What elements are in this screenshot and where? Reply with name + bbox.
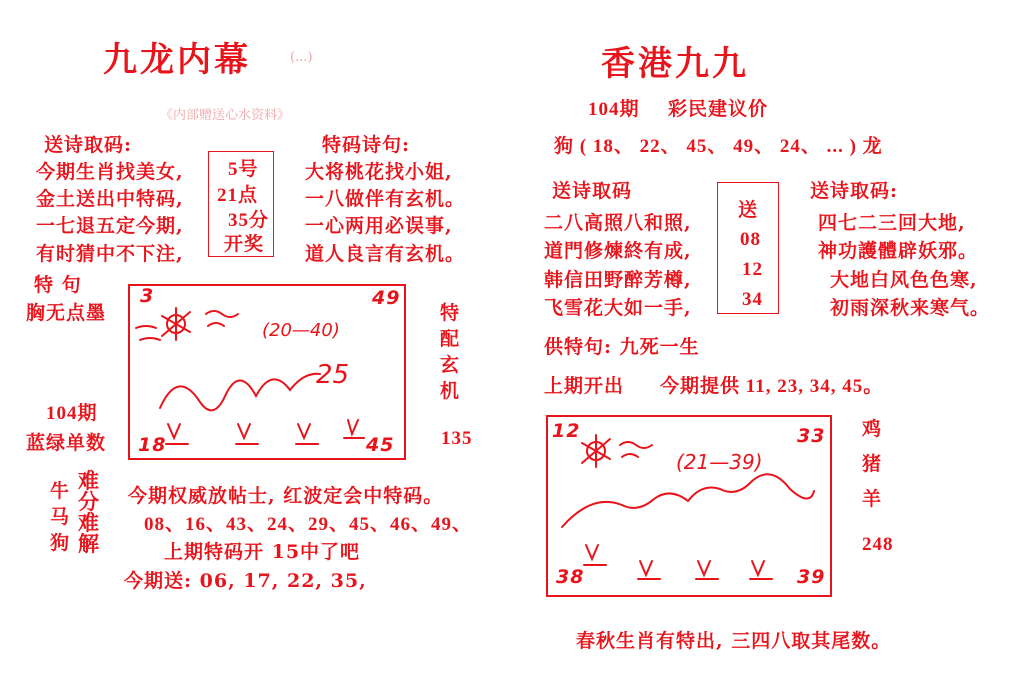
right-right-number: 248 bbox=[862, 534, 894, 555]
right-box-line: 送 bbox=[738, 199, 759, 221]
left-box-line: 5号 bbox=[228, 159, 259, 180]
vertical-char: 配 bbox=[440, 328, 461, 350]
right-this-issue: 今期提供 11, 23, 34, 45。 bbox=[660, 376, 884, 397]
left-poem-label-right: 特码诗句: bbox=[322, 134, 411, 156]
left-poem-line: 有时猜中不下注, bbox=[36, 243, 184, 265]
left-poem-label-left: 送诗取码: bbox=[44, 134, 133, 156]
vertical-char: 玄 bbox=[440, 354, 461, 376]
vertical-char: 羊 bbox=[862, 488, 883, 510]
right-poem-line: 四七二三回大地, bbox=[818, 212, 966, 234]
left-sketch-range: (20—40) bbox=[262, 320, 340, 341]
right-sketch-top-left: 12 bbox=[552, 420, 581, 442]
left-poem-line: 金土送出中特码, bbox=[36, 188, 184, 210]
left-vertical-right bbox=[440, 300, 460, 404]
left-poem-line: 今期生肖找美女, bbox=[36, 161, 184, 183]
left-special-label: 特 句 bbox=[34, 274, 82, 296]
right-poem-line: 大地白风色色寒, bbox=[830, 269, 978, 291]
left-special-text: 胸无点墨 bbox=[26, 302, 107, 324]
left-line-1: 今期权威放帖士, 红波定会中特码。 bbox=[128, 485, 444, 507]
left-box-line: 开奖 bbox=[224, 233, 265, 255]
right-last-issue: 上期开出 bbox=[544, 375, 625, 397]
left-sketch-drawing bbox=[128, 284, 402, 456]
right-sketch-range: (21—39) bbox=[676, 450, 763, 474]
left-poem-line: 一七退五定今期, bbox=[36, 215, 184, 237]
vertical-char: 特 bbox=[440, 302, 461, 324]
right-box-line: 12 bbox=[742, 259, 763, 280]
vertical-char: 猪 bbox=[862, 453, 883, 475]
left-poem-line: 一八做伴有玄机。 bbox=[305, 188, 466, 210]
left-sketch-bottom-left: 18 bbox=[138, 434, 167, 456]
right-poem-line: 道門修煉終有成, bbox=[544, 240, 692, 262]
right-special: 供特句: 九死一生 bbox=[544, 336, 700, 358]
left-sketch-center: 25 bbox=[316, 360, 350, 390]
left-poem-line: 大将桃花找小姐, bbox=[305, 161, 453, 183]
right-poem-line: 二八高照八和照, bbox=[544, 212, 692, 234]
left-blue-green: 蓝绿单数 bbox=[26, 432, 107, 454]
left-subtitle: (...) bbox=[290, 50, 313, 65]
right-poem-line: 初雨深秋来寒气。 bbox=[830, 297, 991, 319]
left-sketch-top-left: 3 bbox=[140, 285, 155, 307]
right-issue: 104期 bbox=[588, 99, 640, 120]
right-sketch-drawing bbox=[546, 415, 828, 593]
right-box-line: 34 bbox=[742, 289, 763, 310]
vertical-char: 机 bbox=[440, 380, 461, 402]
left-sketch-top-right: 49 bbox=[372, 287, 401, 309]
right-sketch-bottom-right: 39 bbox=[797, 566, 826, 588]
right-poem-line: 飞雪花大如一手, bbox=[544, 297, 692, 319]
left-title: 九龙内幕 bbox=[103, 40, 251, 80]
left-poem-line: 一心两用必误事, bbox=[305, 215, 453, 237]
right-suggest: 彩民建议价 bbox=[668, 98, 769, 120]
left-zodiac-column bbox=[50, 478, 70, 556]
right-poem-line: 韩信田野醉芳樽, bbox=[544, 269, 692, 291]
right-poem-line: 神功護體辟妖邪。 bbox=[818, 240, 979, 262]
left-right-number: 135 bbox=[441, 428, 473, 449]
left-sketch-bottom-right: 45 bbox=[366, 434, 395, 456]
left-caption: 《内部赠送心水资料》 bbox=[160, 108, 291, 123]
right-poem-label-right: 送诗取码: bbox=[810, 180, 899, 202]
right-sketch-top-right: 33 bbox=[797, 425, 826, 447]
right-footer: 春秋生肖有特出, 三四八取其尾数。 bbox=[576, 630, 892, 652]
left-line-3: 上期特码开 15中了吧 bbox=[164, 541, 361, 563]
hard-char: 难 bbox=[78, 468, 99, 493]
right-title: 香港九九 bbox=[601, 44, 749, 84]
left-poem-line: 道人良言有玄机。 bbox=[305, 243, 466, 265]
vertical-char: 鸡 bbox=[862, 418, 883, 440]
left-line-4: 今期送: 06, 17, 22, 35, bbox=[124, 570, 367, 592]
zodiac-char: 牛 bbox=[50, 480, 71, 502]
zodiac-char: 狗 bbox=[50, 532, 71, 554]
hard-char: 难 bbox=[78, 510, 99, 535]
left-issue: 104期 bbox=[46, 403, 98, 424]
right-vertical-right bbox=[862, 412, 882, 517]
zodiac-char: 马 bbox=[50, 506, 71, 528]
left-box-line: 35分 bbox=[228, 210, 270, 231]
left-box-line: 21点 bbox=[217, 185, 259, 206]
right-poem-label-left: 送诗取码 bbox=[552, 180, 633, 202]
left-line-2: 08、16、43、24、29、45、46、49、 bbox=[144, 514, 473, 535]
right-sketch-bottom-left: 38 bbox=[556, 566, 585, 588]
right-box-line: 08 bbox=[740, 229, 761, 250]
hard-char: 解 bbox=[78, 531, 99, 556]
right-dog-line: 狗 ( 18、 22、 45、 49、 24、 ... ) 龙 bbox=[554, 136, 883, 157]
hard-char: 分 bbox=[78, 489, 99, 514]
left-hard-column bbox=[78, 470, 99, 554]
